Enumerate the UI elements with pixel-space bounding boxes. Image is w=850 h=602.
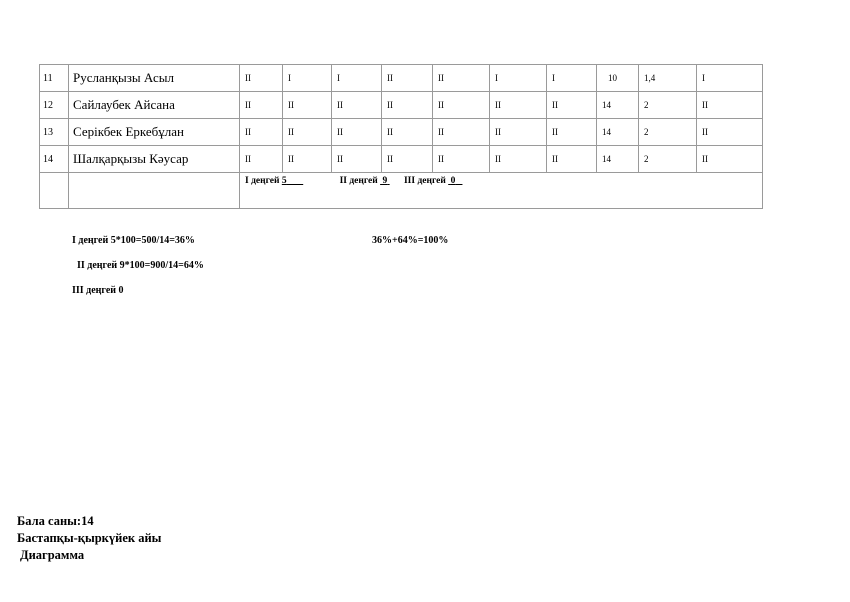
score-cell: II bbox=[490, 146, 547, 173]
student-name: Шалқарқызы Кәусар bbox=[69, 146, 240, 173]
student-name: Серікбек Еркебұлан bbox=[69, 119, 240, 146]
score-cell: 2 bbox=[639, 146, 697, 173]
level1-summary: I деңгей 5 bbox=[245, 176, 303, 186]
level2-summary: II деңгей 9 bbox=[340, 176, 390, 186]
summary-num-cell bbox=[40, 173, 69, 209]
level2-value: 9 bbox=[382, 176, 388, 186]
score-cell: 2 bbox=[639, 92, 697, 119]
levels-summary bbox=[240, 173, 763, 209]
level3-calculation: III деңгей 0 bbox=[72, 285, 124, 296]
score-cell: II bbox=[240, 119, 283, 146]
score-cell: 10 bbox=[597, 65, 639, 92]
score-cell: 2 bbox=[639, 119, 697, 146]
table-row bbox=[40, 92, 763, 119]
table-row bbox=[40, 146, 763, 173]
score-cell: II bbox=[283, 92, 332, 119]
score-cell: 1,4 bbox=[639, 65, 697, 92]
results-table bbox=[39, 64, 763, 209]
score-cell: I bbox=[332, 65, 382, 92]
level1-calculation: I деңгей 5*100=500/14=36% bbox=[72, 235, 195, 246]
student-name: Русланқызы Асыл bbox=[69, 65, 240, 92]
score-cell: II bbox=[382, 65, 433, 92]
score-cell: I bbox=[283, 65, 332, 92]
diagram-label: Диаграмма bbox=[20, 548, 85, 562]
score-cell: II bbox=[547, 146, 597, 173]
score-cell: II bbox=[240, 92, 283, 119]
total-calculation: 36%+64%=100% bbox=[372, 235, 449, 246]
score-cell: II bbox=[240, 65, 283, 92]
row-number: 13 bbox=[40, 119, 69, 146]
score-cell: II bbox=[697, 146, 763, 173]
score-cell: II bbox=[382, 119, 433, 146]
score-cell: 14 bbox=[597, 119, 639, 146]
score-cell: II bbox=[697, 92, 763, 119]
score-cell: II bbox=[283, 119, 332, 146]
table-row bbox=[40, 119, 763, 146]
score-cell: II bbox=[283, 146, 332, 173]
score-cell: II bbox=[433, 146, 490, 173]
score-cell: I bbox=[490, 65, 547, 92]
score-cell: II bbox=[332, 92, 382, 119]
summary-name-cell bbox=[69, 173, 240, 209]
score-cell: II bbox=[433, 92, 490, 119]
score-cell: II bbox=[433, 119, 490, 146]
row-number: 12 bbox=[40, 92, 69, 119]
score-cell: 14 bbox=[597, 146, 639, 173]
table-body bbox=[40, 65, 763, 173]
score-cell: II bbox=[490, 119, 547, 146]
level3-value: 0 bbox=[450, 176, 456, 186]
score-cell: II bbox=[240, 146, 283, 173]
children-count: Бала саны:14 bbox=[17, 514, 94, 528]
score-cell: 14 bbox=[597, 92, 639, 119]
summary-row bbox=[40, 173, 763, 209]
table-row bbox=[40, 65, 763, 92]
score-cell: II bbox=[332, 146, 382, 173]
score-cell: II bbox=[382, 146, 433, 173]
row-number: 11 bbox=[40, 65, 69, 92]
score-cell: I bbox=[547, 65, 597, 92]
level2-calculation: II деңгей 9*100=900/14=64% bbox=[77, 260, 204, 271]
period-label: Бастапқы-қыркүйек айы bbox=[17, 531, 162, 545]
score-cell: II bbox=[490, 92, 547, 119]
score-cell: I bbox=[697, 65, 763, 92]
level3-summary: III деңгей 0 bbox=[404, 176, 462, 186]
score-cell: II bbox=[547, 92, 597, 119]
score-cell: II bbox=[697, 119, 763, 146]
score-cell: II bbox=[332, 119, 382, 146]
score-cell: II bbox=[382, 92, 433, 119]
score-cell: II bbox=[433, 65, 490, 92]
level1-value: 5 bbox=[281, 176, 287, 186]
row-number: 14 bbox=[40, 146, 69, 173]
student-name: Сайлаубек Айсана bbox=[69, 92, 240, 119]
score-cell: II bbox=[547, 119, 597, 146]
